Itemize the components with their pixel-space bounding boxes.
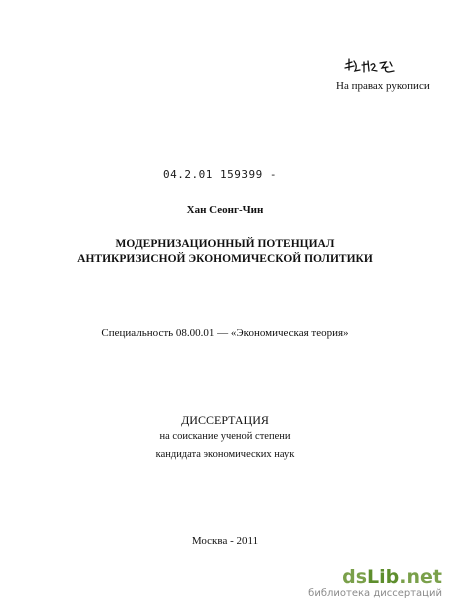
- dissertation-title-line-1: МОДЕРНИЗАЦИОННЫЙ ПОТЕНЦИАЛ: [115, 238, 335, 250]
- logo-ds: ds: [342, 566, 368, 588]
- dslib-watermark: [308, 567, 442, 599]
- catalog-code: 04.2.01 159399 -: [163, 168, 277, 181]
- degree-line-2: кандидата экономических наук: [155, 449, 295, 460]
- dissertation-title-line-2: АНТИКРИЗИСНОЙ ЭКОНОМИЧЕСКОЙ ПОЛИТИКИ: [77, 253, 373, 265]
- dslib-logo: [308, 567, 442, 587]
- document-type: ДИССЕРТАЦИЯ: [181, 413, 269, 427]
- logo-net: .net: [399, 566, 442, 588]
- author-name: Хан Сеонг-Чин: [186, 204, 264, 216]
- place-and-year: Москва - 2011: [191, 535, 259, 547]
- logo-lib: Lib: [367, 566, 400, 588]
- degree-line-1: на соискание ученой степени: [159, 431, 291, 442]
- handwritten-signature: [342, 56, 402, 78]
- watermark-subtitle: библиотека диссертаций: [308, 588, 442, 599]
- manuscript-rights-note: На правах рукописи: [336, 80, 430, 92]
- specialty-line: Специальность 08.00.01 — «Экономическая теория»: [101, 327, 349, 339]
